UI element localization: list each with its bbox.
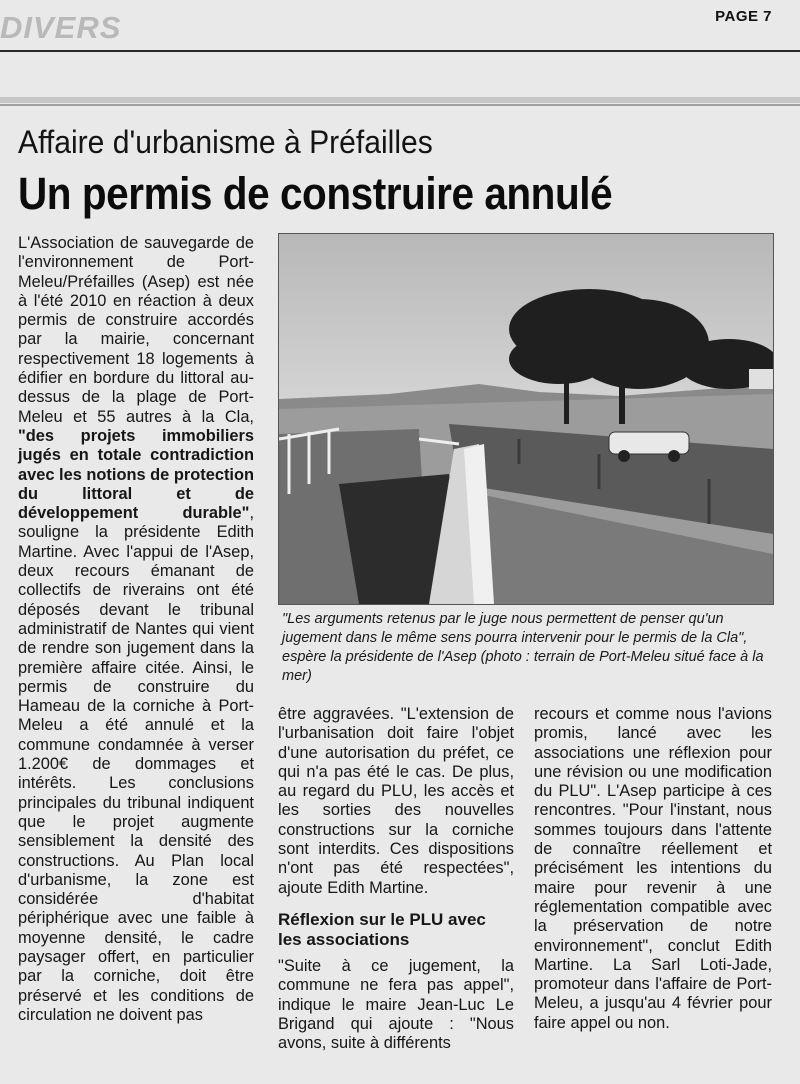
page-number: PAGE 7	[715, 8, 772, 25]
text-run: L'Association de sauvegarde de l'environnement de Port-Meleu/Préfailles (Asep) est née à l'été 2010 en réaction à deux permis de construire accordés par la mairie, concernant respectivement 18 logements à édifier en bordure du littoral au-dessus de la plage de Port-Meleu et 55 autres à la Cla,	[18, 234, 254, 426]
photo-illustration	[279, 234, 773, 604]
bold-quote: "des projets immobiliers jugés en totale contradiction avec les notions de protection du littoral et de développement durable"	[18, 426, 254, 523]
article-column-3	[534, 705, 772, 1033]
subheading: Réflexion sur le PLU avec les associations	[278, 909, 486, 949]
article-headline: Un permis de construire annulé	[18, 168, 613, 219]
article-column-1	[18, 234, 254, 1025]
title-band-line	[0, 104, 800, 106]
paragraph: "Suite à ce jugement, la commune ne fera pas appel", indique le maire Jean-Luc Le Brigand qui ajoute : "Nous avons, suite à différents	[278, 956, 514, 1053]
article-photo	[278, 233, 774, 605]
paragraph: être aggravées. "L'extension de l'urbanisation doit faire l'objet d'une autorisation du préfet, ce qui n'a pas été le cas. De plus, au regard du PLU, les accès et les sorties des nouvelles constructions sur la corniche sont interdits. Ces dispositions n'ont pas été respectées", ajoute Edith Martine.	[278, 705, 514, 897]
title-band	[0, 97, 800, 103]
header-rule	[0, 50, 800, 52]
paragraph	[18, 234, 254, 1025]
article-kicker: Affaire d'urbanisme à Préfailles	[18, 124, 433, 160]
section-label: DIVERS	[0, 10, 122, 45]
photo-caption: "Les arguments retenus par le juge nous permettent de penser qu'un jugement dans le même sens pourra intervenir pour le permis de la Cla", espère la présidente de l'Asep (photo : terrain de Port-Meleu situé face à la mer)	[282, 611, 764, 684]
paragraph: recours et comme nous l'avions promis, lancé avec les associations une réflexion pour une révision ou une modification du PLU". L'Asep participe à ces rencontres. "Pour l'instant, nous sommes toujours dans l'attente de connaître réellement et précisément les intentions du maire pour revenir à une réglementation compatible avec la préservation de notre environnement", conclut Edith Martine. La Sarl Loti-Jade, promoteur dans l'affaire de Port-Meleu, a jusqu'au 4 février pour faire appel ou non.	[534, 705, 772, 1032]
article-column-2	[278, 705, 514, 1053]
text-run: , souligne la présidente Edith Martine. Avec l'appui de l'Asep, deux recours émanant de collectifs de riverains ont été déposés devant le tribunal administratif de Nantes qui vient de rendre son jugement dans la première affaire citée. Ainsi, le permis de construire du Hameau de la corniche à Port-Meleu a été annulé et la commune condamnée à verser 1.200€ de dommages et intérêts. Les conclusions principales du tribunal indiquent que le projet augmente sensiblement la densité des constructions. Au Plan local d'urbanisme, la zone est considérée d'habitat périphérique avec une faible à moyenne densité, le cadre paysager offert, en particulier par la corniche, doit être préservé et les conditions de circulation ne doivent pas	[18, 504, 254, 1024]
